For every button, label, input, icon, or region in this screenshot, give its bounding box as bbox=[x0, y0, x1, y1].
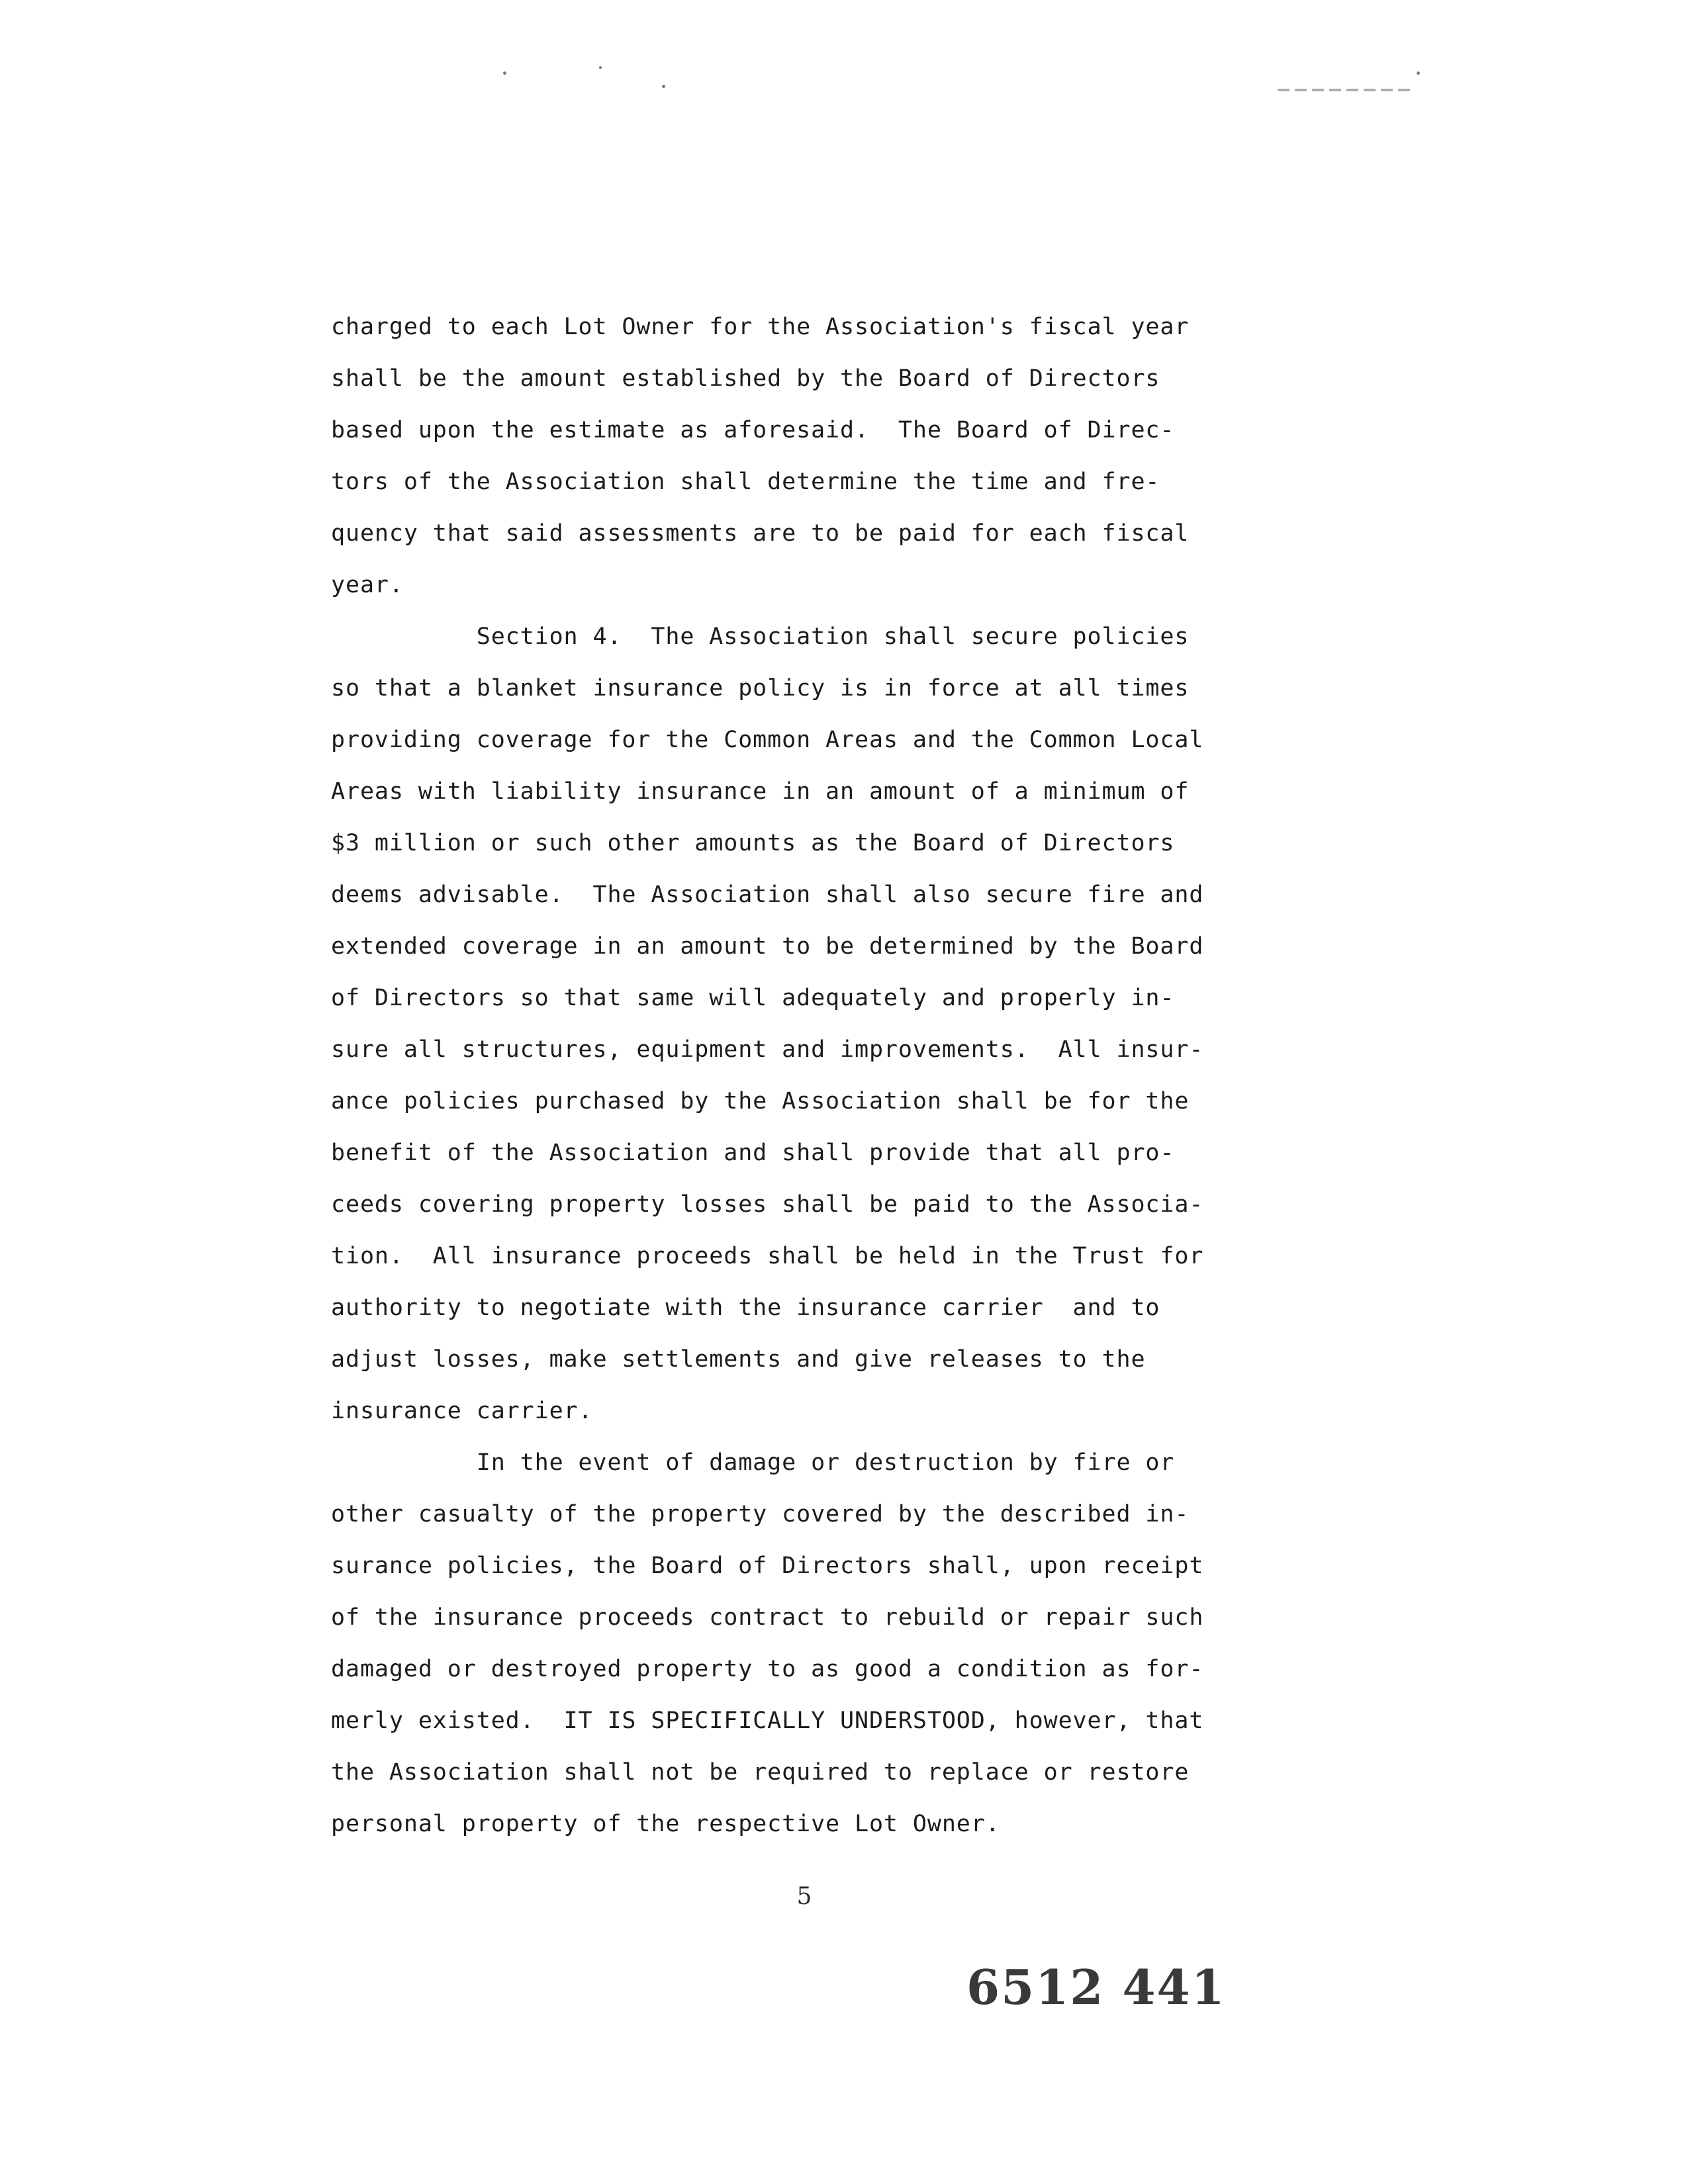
text-line: providing coverage for the Common Areas and the Common Local bbox=[331, 727, 1204, 753]
text-line: tors of the Association shall determine the time and fre- bbox=[331, 469, 1160, 495]
text-line: of the insurance proceeds contract to rebuild or repair such bbox=[331, 1604, 1204, 1631]
document-body bbox=[331, 301, 1297, 1850]
text-line: insurance carrier. bbox=[331, 1398, 593, 1424]
text-line: $3 million or such other amounts as the Board of Directors bbox=[331, 830, 1175, 856]
page-number: 5 bbox=[796, 1883, 812, 1910]
recording-stamp: 6512 441 bbox=[966, 1959, 1226, 2015]
text-line: year. bbox=[331, 572, 404, 598]
text-line: authority to negotiate with the insurance carrier and to bbox=[331, 1295, 1160, 1321]
text-line: benefit of the Association and shall provide that all pro- bbox=[331, 1140, 1175, 1166]
paragraph-start-line: In the event of damage or destruction by fire or bbox=[331, 1449, 1175, 1476]
text-line: quency that said assessments are to be paid for each fiscal bbox=[331, 520, 1190, 547]
text-line: of Directors so that same will adequately and properly in- bbox=[331, 985, 1175, 1011]
text-line: sure all structures, equipment and improvements. All insur- bbox=[331, 1036, 1204, 1063]
text-line: extended coverage in an amount to be determined by the Board bbox=[331, 933, 1204, 960]
text-line: other casualty of the property covered by the described in- bbox=[331, 1501, 1190, 1527]
text-line: Areas with liability insurance in an amount of a minimum of bbox=[331, 778, 1190, 805]
scan-speck bbox=[503, 71, 506, 75]
scan-speck bbox=[662, 85, 665, 88]
text-line: based upon the estimate as aforesaid. The Board of Direc- bbox=[331, 417, 1175, 443]
scan-speck bbox=[1417, 71, 1420, 75]
text-line: so that a blanket insurance policy is in force at all times bbox=[331, 675, 1190, 702]
scan-artifact-mark bbox=[1278, 89, 1410, 91]
section-heading-line: Section 4. The Association shall secure policies bbox=[331, 623, 1190, 650]
text-line: damaged or destroyed property to as good a condition as for- bbox=[331, 1656, 1204, 1682]
text-line: ance policies purchased by the Association shall be for the bbox=[331, 1088, 1190, 1115]
text-line: shall be the amount established by the Board of Directors bbox=[331, 365, 1160, 392]
text-line: adjust losses, make settlements and give releases to the bbox=[331, 1346, 1146, 1373]
text-line: charged to each Lot Owner for the Association's fiscal year bbox=[331, 314, 1190, 340]
scan-speck bbox=[599, 66, 602, 69]
text-line: the Association shall not be required to replace or restore bbox=[331, 1759, 1190, 1786]
text-line: merly existed. IT IS SPECIFICALLY UNDERSTOOD, however, that bbox=[331, 1707, 1204, 1734]
text-line: ceeds covering property losses shall be paid to the Associa- bbox=[331, 1191, 1204, 1218]
text-line: personal property of the respective Lot Owner. bbox=[331, 1811, 1000, 1837]
text-line: deems advisable. The Association shall also secure fire and bbox=[331, 882, 1204, 908]
text-line: tion. All insurance proceeds shall be held in the Trust for bbox=[331, 1243, 1204, 1269]
text-line: surance policies, the Board of Directors shall, upon receipt bbox=[331, 1553, 1204, 1579]
